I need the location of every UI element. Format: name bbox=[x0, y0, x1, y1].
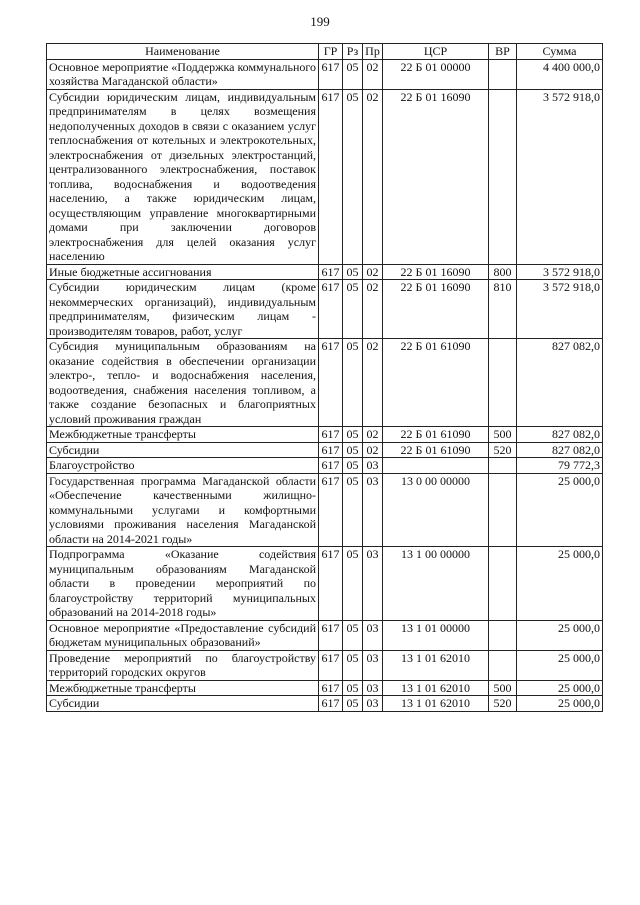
cell-sum: 25 000,0 bbox=[517, 696, 603, 712]
cell-name: Государственная программа Магаданской области «Обеспечение качественными жилищно-коммунальными услугами и комфортными условиями проживания населения Магаданской области на 2014-2021 годы» bbox=[47, 473, 319, 547]
cell-gr: 617 bbox=[319, 339, 343, 427]
cell-pr: 02 bbox=[363, 427, 383, 443]
cell-sum: 25 000,0 bbox=[517, 547, 603, 621]
cell-vr bbox=[489, 59, 517, 89]
cell-rz: 05 bbox=[343, 680, 363, 696]
cell-csr: 22 Б 01 16090 bbox=[383, 89, 489, 264]
cell-name: Межбюджетные трансферты bbox=[47, 680, 319, 696]
cell-gr: 617 bbox=[319, 620, 343, 650]
cell-gr: 617 bbox=[319, 458, 343, 474]
cell-rz: 05 bbox=[343, 264, 363, 280]
cell-name: Иные бюджетные ассигнования bbox=[47, 264, 319, 280]
cell-pr: 03 bbox=[363, 620, 383, 650]
cell-vr: 500 bbox=[489, 680, 517, 696]
table-row bbox=[47, 620, 603, 650]
cell-vr: 810 bbox=[489, 280, 517, 339]
cell-rz: 05 bbox=[343, 59, 363, 89]
cell-rz: 05 bbox=[343, 458, 363, 474]
cell-name: Субсидии bbox=[47, 442, 319, 458]
table-row bbox=[47, 650, 603, 680]
cell-vr: 500 bbox=[489, 427, 517, 443]
table-row bbox=[47, 264, 603, 280]
cell-gr: 617 bbox=[319, 547, 343, 621]
cell-pr: 03 bbox=[363, 680, 383, 696]
cell-vr bbox=[489, 89, 517, 264]
cell-name: Субсидии юридическим лицам, индивидуальным предпринимателям в целях возмещения недополученных доходов в связи с оказанием услуг теплоснабжения от котельных и электрокотельных, электроснабжения от дизельных электростанций, централизованного электроснабжения, поставок топлива, водоснабжения и водоотведения населению, а также юридическим лицам, осуществляющим управление многоквартирными домами при заключении договоров электроснабжения для целей оказания услуг населению bbox=[47, 89, 319, 264]
cell-vr: 520 bbox=[489, 696, 517, 712]
cell-gr: 617 bbox=[319, 442, 343, 458]
table-row bbox=[47, 458, 603, 474]
cell-rz: 05 bbox=[343, 89, 363, 264]
cell-csr: 22 Б 01 00000 bbox=[383, 59, 489, 89]
cell-name: Основное мероприятие «Поддержка коммунального хозяйства Магаданской области» bbox=[47, 59, 319, 89]
cell-vr bbox=[489, 547, 517, 621]
cell-gr: 617 bbox=[319, 427, 343, 443]
cell-csr: 13 0 00 00000 bbox=[383, 473, 489, 547]
cell-gr: 617 bbox=[319, 650, 343, 680]
table-row bbox=[47, 427, 603, 443]
cell-vr bbox=[489, 339, 517, 427]
cell-sum: 25 000,0 bbox=[517, 473, 603, 547]
cell-gr: 617 bbox=[319, 264, 343, 280]
cell-sum: 79 772,3 bbox=[517, 458, 603, 474]
cell-vr bbox=[489, 650, 517, 680]
cell-pr: 02 bbox=[363, 89, 383, 264]
cell-csr: 13 1 01 62010 bbox=[383, 650, 489, 680]
cell-sum: 827 082,0 bbox=[517, 442, 603, 458]
cell-name: Основное мероприятие «Предоставление субсидий бюджетам муниципальных образований» bbox=[47, 620, 319, 650]
column-header-vr: ВР bbox=[489, 44, 517, 60]
table-body bbox=[47, 59, 603, 711]
cell-gr: 617 bbox=[319, 473, 343, 547]
cell-pr: 02 bbox=[363, 264, 383, 280]
cell-name: Межбюджетные трансферты bbox=[47, 427, 319, 443]
cell-vr bbox=[489, 620, 517, 650]
cell-vr bbox=[489, 458, 517, 474]
cell-csr: 13 1 00 00000 bbox=[383, 547, 489, 621]
cell-rz: 05 bbox=[343, 473, 363, 547]
cell-csr: 22 Б 01 61090 bbox=[383, 442, 489, 458]
cell-rz: 05 bbox=[343, 620, 363, 650]
cell-pr: 03 bbox=[363, 650, 383, 680]
cell-gr: 617 bbox=[319, 280, 343, 339]
table-header-row bbox=[47, 44, 603, 60]
table-row bbox=[47, 89, 603, 264]
cell-csr: 13 1 01 62010 bbox=[383, 680, 489, 696]
cell-sum: 3 572 918,0 bbox=[517, 280, 603, 339]
cell-pr: 03 bbox=[363, 696, 383, 712]
cell-sum: 827 082,0 bbox=[517, 339, 603, 427]
cell-vr: 800 bbox=[489, 264, 517, 280]
cell-pr: 03 bbox=[363, 473, 383, 547]
page-number: 199 bbox=[310, 14, 330, 29]
cell-name: Субсидия муниципальным образованиям на оказание содействия в обеспечении организации электро-, тепло- и водоснабжения населения, водоотведения, снабжения населения топливом, а также создание безопасных и благоприятных условий проживания граждан bbox=[47, 339, 319, 427]
cell-name: Подпрограмма «Оказание содействия муниципальным образованиям Магаданской области в проведении мероприятий по благоустройству территорий муниципальных образований на 2014-2018 годы» bbox=[47, 547, 319, 621]
cell-gr: 617 bbox=[319, 59, 343, 89]
cell-gr: 617 bbox=[319, 696, 343, 712]
cell-sum: 25 000,0 bbox=[517, 680, 603, 696]
column-header-sum: Сумма bbox=[517, 44, 603, 60]
cell-name: Проведение мероприятий по благоустройству территорий городских округов bbox=[47, 650, 319, 680]
column-header-name: Наименование bbox=[47, 44, 319, 60]
table-row bbox=[47, 442, 603, 458]
table-row bbox=[47, 547, 603, 621]
cell-csr: 13 1 01 00000 bbox=[383, 620, 489, 650]
cell-pr: 02 bbox=[363, 59, 383, 89]
cell-pr: 02 bbox=[363, 442, 383, 458]
cell-rz: 05 bbox=[343, 427, 363, 443]
cell-name: Субсидии bbox=[47, 696, 319, 712]
cell-rz: 05 bbox=[343, 339, 363, 427]
column-header-csr: ЦСР bbox=[383, 44, 489, 60]
cell-rz: 05 bbox=[343, 650, 363, 680]
cell-sum: 3 572 918,0 bbox=[517, 89, 603, 264]
cell-pr: 03 bbox=[363, 458, 383, 474]
cell-csr: 13 1 01 62010 bbox=[383, 696, 489, 712]
column-header-rz: Рз bbox=[343, 44, 363, 60]
cell-rz: 05 bbox=[343, 696, 363, 712]
table-row bbox=[47, 473, 603, 547]
cell-sum: 25 000,0 bbox=[517, 620, 603, 650]
cell-vr bbox=[489, 473, 517, 547]
cell-sum: 25 000,0 bbox=[517, 650, 603, 680]
cell-rz: 05 bbox=[343, 280, 363, 339]
cell-gr: 617 bbox=[319, 89, 343, 264]
cell-csr bbox=[383, 458, 489, 474]
cell-sum: 827 082,0 bbox=[517, 427, 603, 443]
table-row bbox=[47, 680, 603, 696]
cell-csr: 22 Б 01 61090 bbox=[383, 339, 489, 427]
cell-sum: 3 572 918,0 bbox=[517, 264, 603, 280]
budget-table bbox=[46, 43, 603, 712]
table-row bbox=[47, 339, 603, 427]
cell-sum: 4 400 000,0 bbox=[517, 59, 603, 89]
cell-pr: 03 bbox=[363, 547, 383, 621]
cell-name: Субсидии юридическим лицам (кроме некоммерческих организаций), индивидуальным предпринимателям, физическим лицам - производителям товаров, работ, услуг bbox=[47, 280, 319, 339]
table-row bbox=[47, 59, 603, 89]
table-row bbox=[47, 696, 603, 712]
column-header-gr: ГР bbox=[319, 44, 343, 60]
cell-csr: 22 Б 01 16090 bbox=[383, 280, 489, 339]
cell-rz: 05 bbox=[343, 547, 363, 621]
table-row bbox=[47, 280, 603, 339]
cell-gr: 617 bbox=[319, 680, 343, 696]
cell-pr: 02 bbox=[363, 339, 383, 427]
cell-csr: 22 Б 01 61090 bbox=[383, 427, 489, 443]
cell-csr: 22 Б 01 16090 bbox=[383, 264, 489, 280]
column-header-pr: Пр bbox=[363, 44, 383, 60]
cell-vr: 520 bbox=[489, 442, 517, 458]
cell-name: Благоустройство bbox=[47, 458, 319, 474]
cell-pr: 02 bbox=[363, 280, 383, 339]
cell-rz: 05 bbox=[343, 442, 363, 458]
